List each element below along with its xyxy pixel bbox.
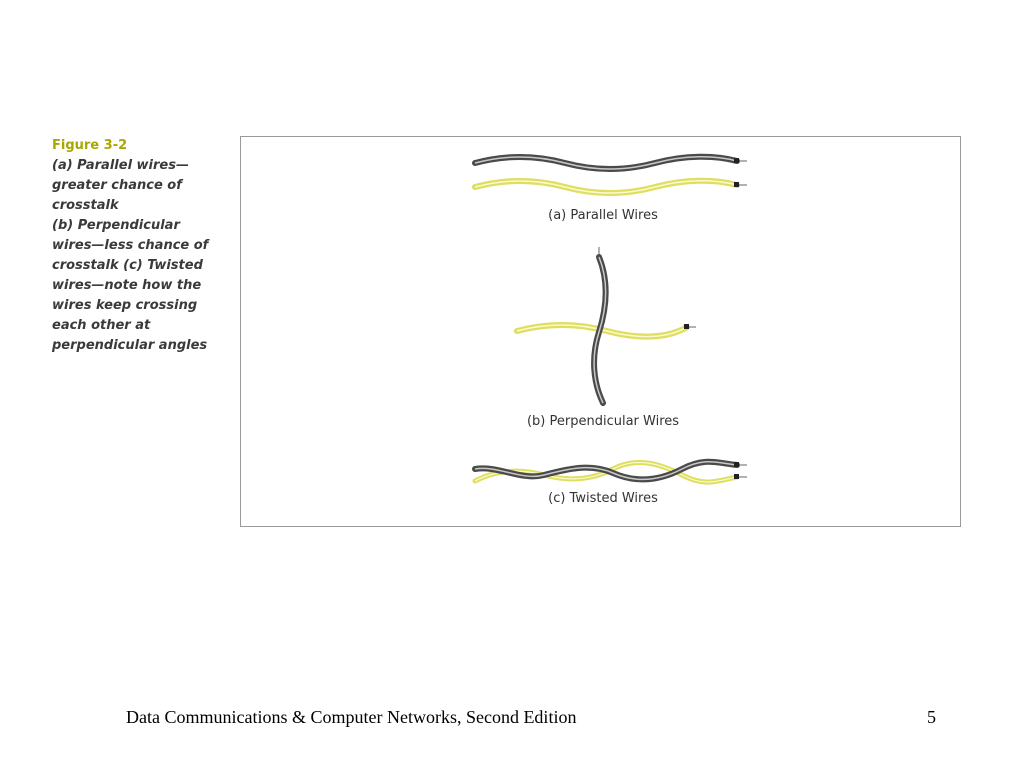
perpendicular-gray-wire — [594, 247, 606, 403]
parallel-yellow-wire — [475, 181, 747, 193]
footer-title: Data Communications & Computer Networks, Second Edition — [126, 707, 577, 727]
wires-illustration — [241, 137, 962, 528]
parallel-wires — [475, 157, 747, 193]
figure-caption — [52, 136, 227, 356]
page-number: 5 — [927, 707, 936, 727]
figure-label: Figure 3-2 — [52, 138, 128, 153]
panel-c-label: (c) Twisted Wires — [548, 491, 658, 506]
twisted-wires — [475, 462, 747, 482]
panel-b-label: (b) Perpendicular Wires — [526, 414, 680, 429]
perpendicular-yellow-wire — [517, 324, 696, 337]
figure-panel — [240, 136, 961, 527]
parallel-gray-wire — [475, 157, 747, 169]
perpendicular-wires — [517, 247, 696, 403]
panel-a-label: (a) Parallel Wires — [548, 208, 658, 223]
caption-text: (a) Parallel wires— greater chance of crosstalk (b) Perpendicular wires—less chance of crosstalk (c) Twisted wires—note how the wires keep crossing each other at perpendicular angles — [52, 158, 209, 353]
